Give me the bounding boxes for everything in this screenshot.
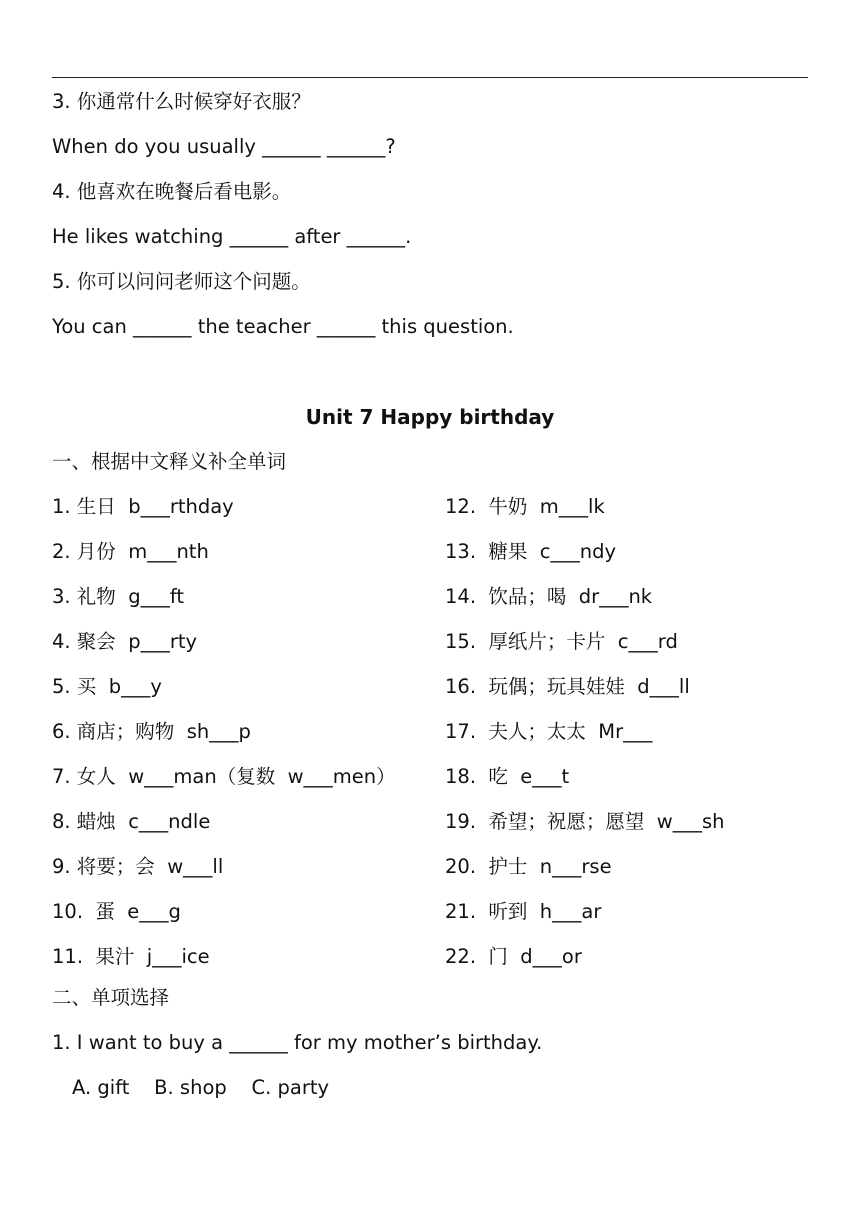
- vocab-item-6: 6. 商店；购物 sh___p: [52, 720, 251, 743]
- vocab-item-5: 5. 买 b___y: [52, 675, 162, 698]
- vocab-item-8: 8. 蜡烛 c___ndle: [52, 810, 211, 833]
- q5-chinese: 5. 你可以问问老师这个问题。: [52, 270, 311, 293]
- vocab-item-19: 19. 希望；祝愿；愿望 w___sh: [445, 810, 725, 833]
- vocab-item-10: 10. 蛋 e___g: [52, 900, 181, 923]
- vocab-item-14: 14. 饮品；喝 dr___nk: [445, 585, 653, 608]
- section2-heading: 二、单项选择: [52, 986, 170, 1009]
- choice-question-1: 1. I want to buy a ______ for my mother’s birthday.: [52, 1031, 543, 1054]
- q3-chinese: 3. 你通常什么时候穿好衣服？: [52, 90, 311, 113]
- vocab-item-1: 1. 生日 b___rthday: [52, 495, 234, 518]
- section1-heading: 一、根据中文释义补全单词: [52, 450, 287, 473]
- vocab-item-7: 7. 女人 w___man（复数 w___men）: [52, 765, 396, 788]
- vocab-item-13: 13. 糖果 c___ndy: [445, 540, 617, 563]
- q3-english: When do you usually ______ ______?: [52, 135, 396, 158]
- vocab-item-9: 9. 将要；会 w___ll: [52, 855, 224, 878]
- vocab-item-22: 22. 门 d___or: [445, 945, 582, 968]
- unit-title: Unit 7 Happy birthday: [305, 405, 555, 429]
- vocab-item-17: 17. 夫人；太太 Mr___: [445, 720, 653, 743]
- vocab-item-3: 3. 礼物 g___ft: [52, 585, 184, 608]
- q5-english: You can ______ the teacher ______ this question.: [52, 315, 514, 338]
- vocab-item-21: 21. 听到 h___ar: [445, 900, 602, 923]
- vocab-item-12: 12. 牛奶 m___lk: [445, 495, 605, 518]
- vocab-item-2: 2. 月份 m___nth: [52, 540, 209, 563]
- q4-chinese: 4. 他喜欢在晚餐后看电影。: [52, 180, 292, 203]
- choice-question-1-options: A. gift B. shop C. party: [72, 1076, 330, 1099]
- q4-english: He likes watching ______ after ______.: [52, 225, 412, 248]
- vocab-item-20: 20. 护士 n___rse: [445, 855, 612, 878]
- vocab-item-15: 15. 厚纸片；卡片 c___rd: [445, 630, 678, 653]
- vocab-item-18: 18. 吃 e___t: [445, 765, 570, 788]
- vocab-item-4: 4. 聚会 p___rty: [52, 630, 198, 653]
- vocab-item-11: 11. 果汁 j___ice: [52, 945, 210, 968]
- vocab-item-16: 16. 玩偶；玩具娃娃 d___ll: [445, 675, 690, 698]
- header-rule: [52, 77, 808, 78]
